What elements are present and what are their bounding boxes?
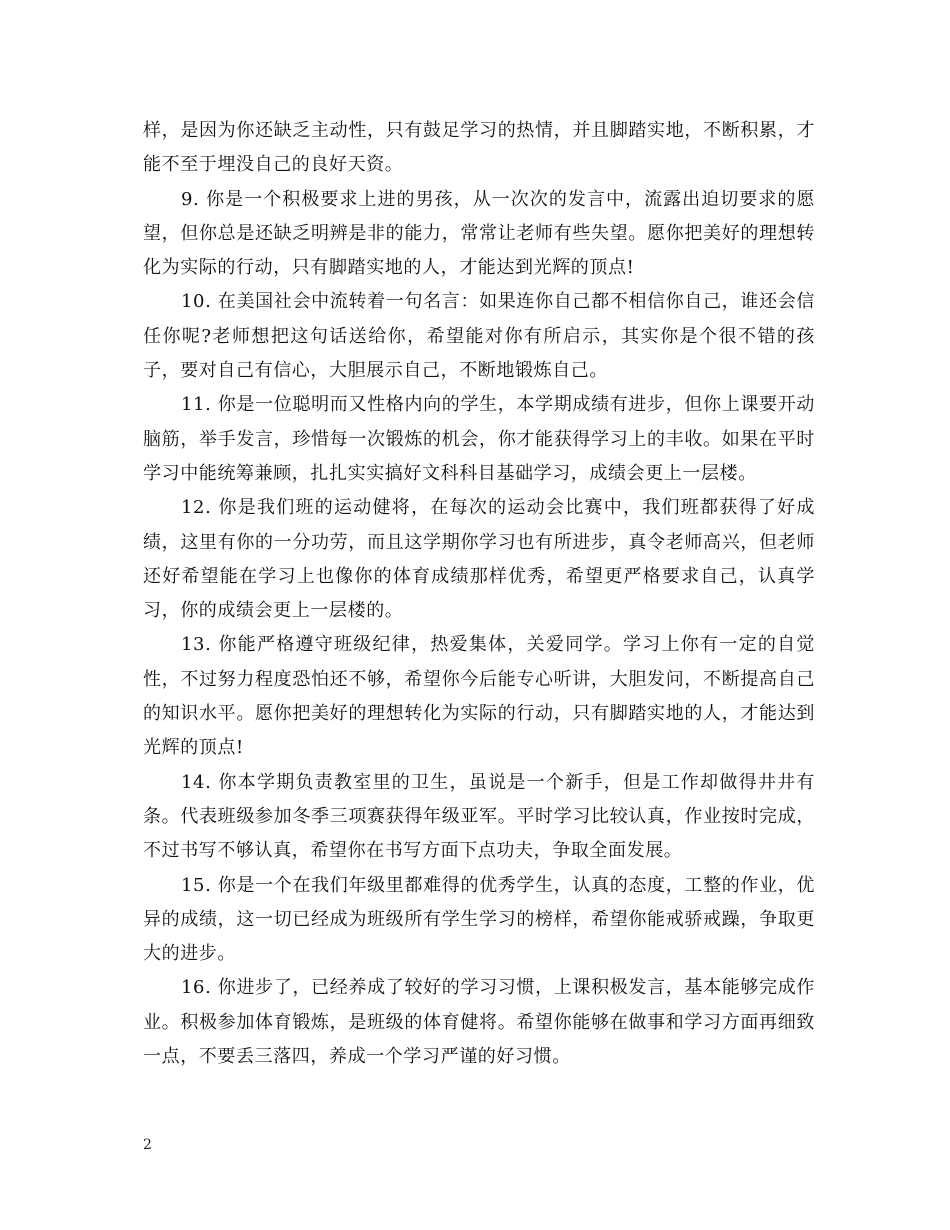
paragraph-15: 15. 你是一个在我们年级里都难得的优秀学生，认真的态度，工整的作业，优异的成绩，这一切已经成为班级所有学生学习的榜样，希望你能戒骄戒躁，争取更大的进步。 [143,874,815,965]
paragraph-13: 13. 你能严格遵守班级纪律，热爱集体，关爱同学。学习上你有一定的自觉性，不过努力程度恐怕还不够，希望你今后能专心听讲，大胆发问，不断提高自己的知识水平。愿你把美好的理想转化为实际的行动，只有脚踏实地的人，才能达到光辉的顶点! [143,634,815,759]
page-body [143,114,815,1074]
paragraph-11: 11. 你是一位聪明而又性格内向的学生，本学期成绩有进步，但你上课要开动脑筋，举手发言，珍惜每一次锻炼的机会，你才能获得学习上的丰收。如果在平时学习中能统筹兼顾，扎扎实实搞好文科科目基础学习，成绩会更上一层楼。 [143,394,815,484]
paragraph-10: 10. 在美国社会中流转着一句名言：如果连你自己都不相信你自己，谁还会信任你呢?老师想把这句话送给你，希望能对你有所启示，其实你是个很不错的孩子，要对自己有信心，大胆展示自己，不断地锻炼自己。 [143,291,815,382]
page-number: 2 [143,1137,152,1153]
paragraph-12: 12. 你是我们班的运动健将，在每次的运动会比赛中，我们班都获得了好成绩，这里有你的一分功劳，而且这学期你学习也有所进步，真令老师高兴，但老师还好希望能在学习上也像你的体育成绩那样优秀，希望更严格要求自己，认真学习，你的成绩会更上一层楼的。 [143,497,815,622]
paragraph-continued: 样，是因为你还缺乏主动性，只有鼓足学习的热情，并且脚踏实地，不断积累，才能不至于埋没自己的良好天资。 [143,120,815,176]
paragraph-16: 16. 你进步了，已经养成了较好的学习习惯，上课积极发言，基本能够完成作业。积极参加体育锻炼，是班级的体育健将。希望你能够在做事和学习方面再细致一点，不要丢三落四，养成一个学习严谨的好习惯。 [143,977,815,1068]
paragraph-9: 9. 你是一个积极要求上进的男孩，从一次次的发言中，流露出迫切要求的愿望，但你总是还缺乏明辨是非的能力，常常让老师有些失望。愿你把美好的理想转化为实际的行动，只有脚踏实地的人，才能达到光辉的顶点! [143,188,815,279]
paragraph-14: 14. 你本学期负责教室里的卫生，虽说是一个新手，但是工作却做得井井有条。代表班级参加冬季三项赛获得年级亚军。平时学习比较认真，作业按时完成，不过书写不够认真，希望你在书写方面下点功夫，争取全面发展。 [143,771,815,862]
